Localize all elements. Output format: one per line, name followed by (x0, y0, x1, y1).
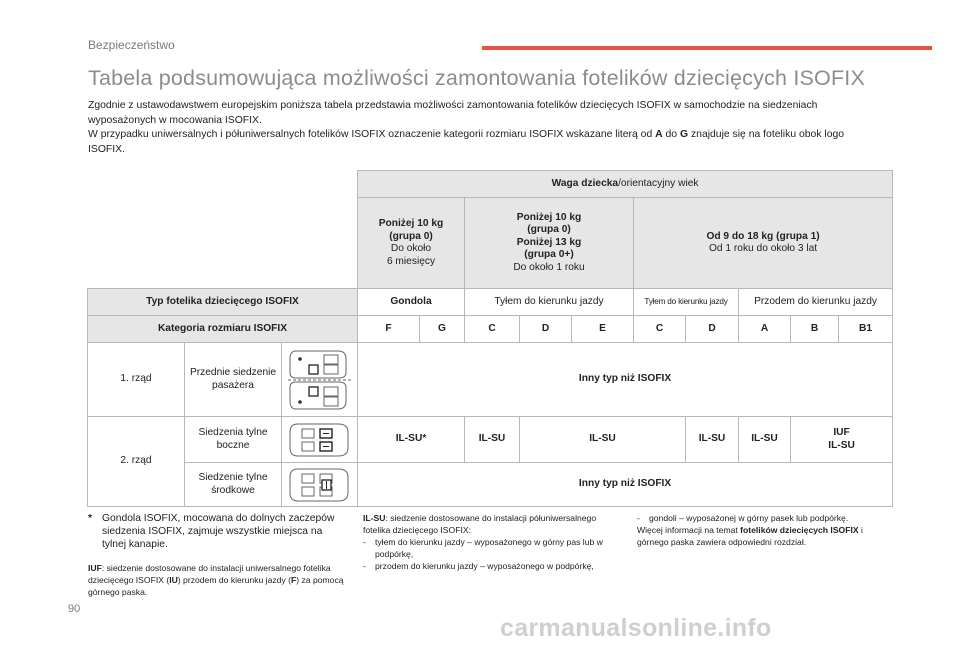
group-text: (grupa 0) (389, 230, 433, 242)
category-cell: C (465, 316, 520, 343)
category-cell: E (572, 316, 634, 343)
list-item-text: tyłem do kierunku jazdy – wyposażonego w górny pas lub w podpórkę, (375, 537, 603, 559)
intro-p2-letter-g: G (679, 129, 689, 140)
row-1-diagram (282, 343, 358, 417)
row-2a-value: IL-SU (465, 417, 520, 463)
category-cell: G (420, 316, 465, 343)
group-1 (634, 198, 893, 289)
group-text: Poniżej 10 kg (516, 211, 582, 223)
group-text: Od 9 do 18 kg (grupa 1) (706, 230, 820, 242)
list-item-text: gondoli – wyposażonej w górny pasek lub podpórkę. (649, 513, 849, 523)
header-accent-bar (482, 46, 932, 50)
ilsu-text: : siedzenie dostosowane do instalacji półuniwersalnego fotelika dziecięcego ISOFIX: (363, 513, 597, 535)
group-text: 6 miesięcy (386, 255, 436, 267)
category-cell: F (358, 316, 420, 343)
rear-side-seat-car-icon (288, 420, 352, 460)
row-2a-value-last (791, 417, 893, 463)
category-cell: D (520, 316, 572, 343)
category-cell: A (739, 316, 791, 343)
watermark: carmanualsonline.info (500, 614, 772, 642)
intro-text (88, 99, 878, 157)
row-2a-iuf: IUF (833, 427, 850, 438)
group-text: (grupa 0+) (524, 249, 574, 261)
ilsu-term: IL-SU (363, 513, 386, 523)
category-cell: D (686, 316, 739, 343)
isofix-table (87, 170, 893, 507)
iuf-term: IUF (88, 563, 102, 573)
row-2a-value: IL-SU (520, 417, 686, 463)
row-1-seat: Przednie siedzenie pasażera (185, 343, 282, 417)
page-number: 90 (68, 603, 81, 615)
row-1-value: Inny typ niż ISOFIX (358, 343, 893, 417)
iuf-text: ) za pomocą górnego paska. (88, 575, 344, 597)
intro-p2-letter-a: A (655, 129, 663, 140)
list-item (363, 536, 618, 560)
more-info-text: i górnego paska zawiera odpowiedni rozdział. (637, 525, 863, 547)
group-text: (grupa 0) (527, 224, 571, 236)
list-item (363, 560, 618, 572)
group-0-gondola (358, 198, 465, 289)
list-dash: - (363, 561, 366, 571)
table-corner (88, 198, 358, 289)
row-2a-value: IL-SU* (358, 417, 465, 463)
iuf-text: : siedzenie dostosowane do instalacji uniwersalnego fotelika dziecięcego ISOFIX ( (88, 563, 331, 585)
more-info-bold: fotelików dziecięcych ISOFIX (740, 525, 859, 535)
row-2a-value: IL-SU (686, 417, 739, 463)
category-cell: B (791, 316, 839, 343)
footnote-star: * (88, 513, 93, 524)
group-0plus (465, 198, 634, 289)
row-2a-seat: Siedzenia tylne boczne (185, 417, 282, 463)
group-text: Do około (390, 243, 432, 254)
weight-header (358, 171, 893, 198)
weight-header-rest: /orientacyjny wiek (618, 177, 699, 189)
category-label: Kategoria rozmiaru ISOFIX (88, 316, 358, 343)
table-corner (88, 171, 358, 198)
footnote-gondola (88, 512, 338, 551)
type-rear-facing-small: Tyłem do kierunku jazdy (634, 289, 739, 316)
rear-center-seat-car-icon (288, 466, 352, 504)
weight-header-bold: Waga dziecka (551, 177, 619, 189)
type-label: Typ fotelika dziecięcego ISOFIX (88, 289, 358, 316)
iuf-text: ) przodem do kierunku jazdy ( (177, 575, 291, 585)
intro-p2-text: W przypadku uniwersalnych i półuniwersalnych fotelików ISOFIX oznaczenie kategorii rozmiaru ISOFIX wskazane literą od (88, 129, 656, 140)
footnote-star-text: Gondola ISOFIX, mocowana do dolnych zaczepów siedzenia ISOFIX, zajmuje wszystkie miejsca na tylnej kanapie. (102, 513, 335, 550)
intro-p2-text: do (662, 129, 680, 140)
footnote-ilsu (363, 512, 618, 572)
iuf-text-bold: IU (169, 575, 178, 585)
row-2a-value: IL-SU (739, 417, 791, 463)
group-text: Od 1 roku do około 3 lat (708, 243, 818, 254)
type-gondola: Gondola (358, 289, 465, 316)
list-dash: - (363, 537, 366, 547)
section-label: Bezpieczeństwo (88, 38, 175, 52)
category-cell: C (634, 316, 686, 343)
more-info (637, 524, 887, 548)
type-rear-facing: Tyłem do kierunku jazdy (465, 289, 634, 316)
category-cell: B1 (839, 316, 893, 343)
row-2a-diagram (282, 417, 358, 463)
ilsu-definition (363, 512, 618, 536)
group-text: Poniżej 10 kg (378, 218, 444, 229)
row-2b-value: Inny typ niż ISOFIX (358, 463, 893, 507)
page-title: Tabela podsumowująca możliwości zamontowania fotelików dziecięcych ISOFIX (88, 66, 865, 90)
group-text: Do około 1 roku (513, 261, 585, 273)
row-1-label: 1. rząd (88, 343, 185, 417)
footnote-ilsu-continued (637, 512, 887, 548)
list-item (637, 512, 887, 524)
iuf-text-bold: F (291, 575, 297, 585)
list-dash: - (637, 513, 640, 523)
row-2a-ilsu: IL-SU (828, 439, 855, 451)
list-item-text: przodem do kierunku jazdy – wyposażonego w podpórkę, (375, 561, 594, 571)
row-2b-diagram (282, 463, 358, 507)
intro-p2-text: znajduje się na foteliku obok logo ISOFIX. (88, 129, 845, 155)
row-2-label: 2. rząd (88, 417, 185, 507)
group-text: Poniżej 13 kg (516, 236, 582, 248)
row-2b-seat: Siedzenie tylne środkowe (185, 463, 282, 507)
more-info-text: Więcej informacji na temat (637, 525, 741, 535)
intro-paragraph-1: Zgodnie z ustawodawstwem europejskim poniższa tabela przedstawia możliwości zamontowania fotelików dziecięcych ISOFIX w samochodzie na siedzeniach wyposażonych w mocowania ISOFIX. (88, 100, 818, 126)
type-forward-facing: Przodem do kierunku jazdy (739, 289, 893, 316)
footnote-iuf (88, 562, 348, 598)
front-seat-car-icon (288, 347, 352, 413)
intro-paragraph-2 (88, 128, 878, 157)
